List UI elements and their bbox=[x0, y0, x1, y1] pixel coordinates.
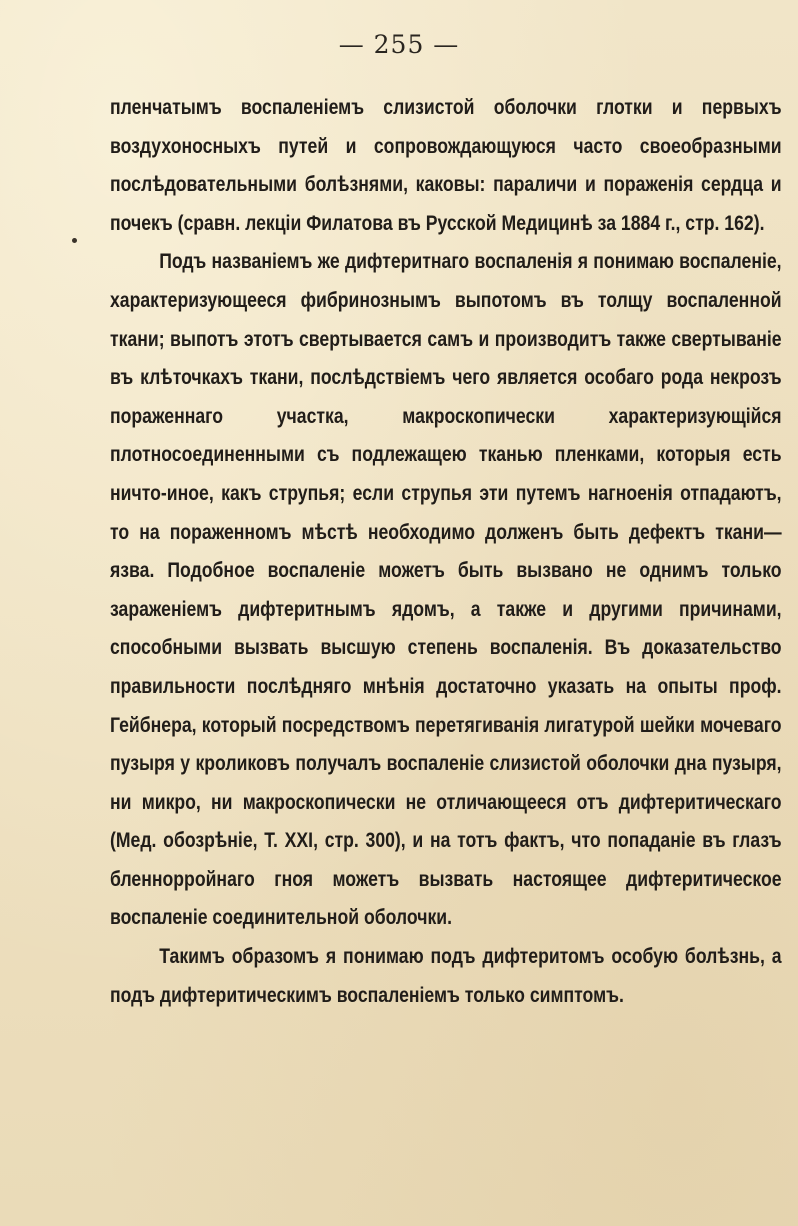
page-number: — 255 — bbox=[338, 30, 460, 59]
paragraph-1: пленчатымъ воспаленіемъ слизистой оболочки глотки и первыхъ воздухоносныхъ путей и сопровождающуюся часто своеобразными послѣдовательными болѣзнями, каковы: параличи и пораженія сердца и почекъ (сравн. лекціи Филатова въ Русской Медицинѣ за 1884 г., стр. 162). bbox=[110, 95, 782, 235]
body-text bbox=[110, 88, 782, 1014]
margin-ink-dot bbox=[72, 238, 77, 243]
paragraph-2: Подъ названіемъ же дифтеритнаго воспаленія я понимаю воспаленіе, характеризующееся фибринознымъ выпотомъ въ толщу воспаленной ткани; выпотъ этотъ свертывается самъ и производитъ также свертываніе въ клѣточкахъ ткани, послѣдствіемъ чего является особаго рода некрозъ пораженнаго участка, макроскопически характеризующійся плотносоединенными съ подлежащею тканью пленками, которыя есть ничто-иное, какъ струпья; если струпья эти путемъ нагноенія отпадаютъ, то на пораженномъ мѣстѣ необходимо долженъ быть дефектъ ткани—язва. Подобное воспаленіе можетъ быть вызвано не однимъ только зараженіемъ дифтеритнымъ ядомъ, а также и другими причинами, способными вызвать высшую степень воспаленія. Въ доказательство правильности послѣдняго мнѣнія достаточно указать на опыты проф. Гейбнера, который посредствомъ перетягиванія лигатурой шейки мочеваго пузыря у кроликовъ получалъ воспаленіе слизистой оболочки дна пузыря, ни микро, ни макроскопически не отличающееся отъ дифтеритическаго (Мед. обозрѣніе, Т. XXI, стр. 300), и на тотъ фактъ, что попаданіе въ глазъ бленнорройнаго гноя можетъ вызвать настоящее дифтеритическое воспаленіе соединительной оболочки. bbox=[110, 249, 782, 930]
paragraph-3: Такимъ образомъ я понимаю подъ дифтеритомъ особую болѣзнь, а подъ дифтеритическимъ воспаленіемъ только симптомъ. bbox=[110, 944, 782, 1007]
